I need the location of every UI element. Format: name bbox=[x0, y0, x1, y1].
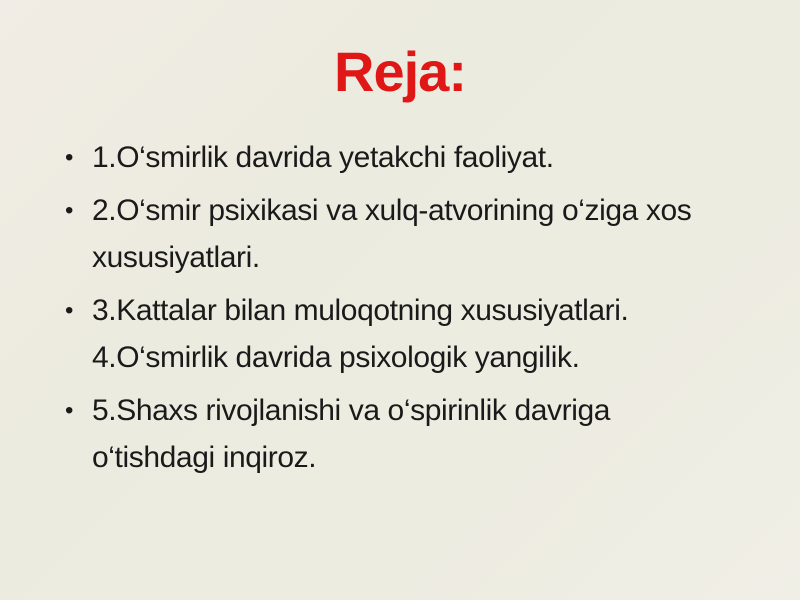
bullet-icon: • bbox=[65, 197, 74, 225]
bullet-icon: • bbox=[65, 397, 74, 425]
list-item bbox=[65, 187, 760, 281]
list-item bbox=[65, 387, 760, 481]
bullet-text-line: 3.Kattalar bilan muloqotning xususiyatlari. bbox=[92, 294, 629, 328]
bullet-text-line: o‘tishdagi inqiroz. bbox=[92, 441, 317, 475]
bullet-icon: • bbox=[65, 297, 74, 325]
bullet-text-line: xususiyatlari. bbox=[92, 241, 260, 275]
bullet-text-line: 5.Shaxs rivojlanishi va o‘spirinlik davriga bbox=[92, 394, 611, 428]
list-item bbox=[65, 287, 760, 381]
bullet-text-line: 4.O‘smirlik davrida psixologik yangilik. bbox=[92, 341, 580, 375]
bullet-icon: • bbox=[65, 144, 74, 172]
bullet-text-line: 1.O‘smirlik davrida yetakchi faoliyat. bbox=[92, 141, 554, 175]
slide-title: Reja: bbox=[334, 40, 466, 103]
bullet-list bbox=[0, 134, 800, 481]
list-item bbox=[65, 134, 760, 181]
bullet-text-line: 2.O‘smir psixikasi va xulq-atvorining o‘ziga xos bbox=[92, 194, 692, 228]
